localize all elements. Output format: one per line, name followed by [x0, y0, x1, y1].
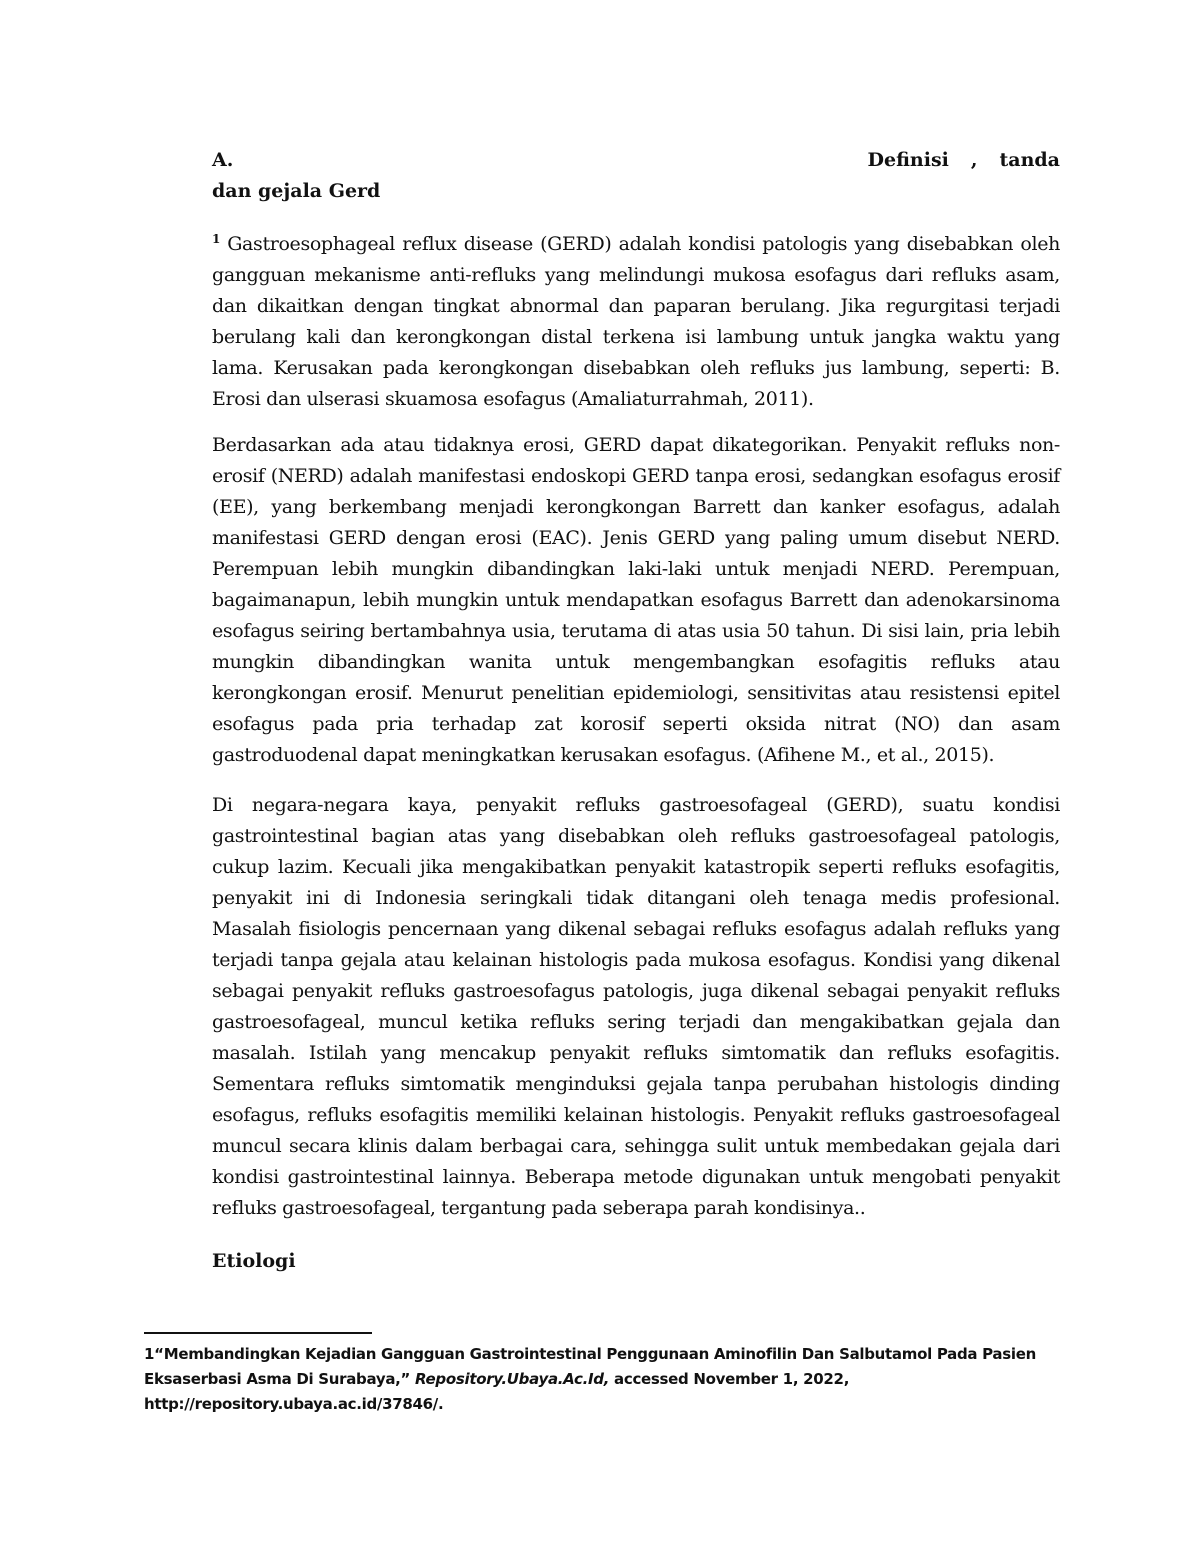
footnote-suffix[interactable]: accessed November 1, 2022, http://repository.ubaya.ac.id/37846/. [144, 1370, 850, 1413]
heading-word-tanda: tanda [999, 149, 1060, 171]
heading-word-definisi: Definisi [867, 149, 949, 171]
footnote [144, 1342, 1044, 1417]
footnote-separator [144, 1332, 372, 1334]
paragraph-2: Berdasarkan ada atau tidaknya erosi, GERD dapat dikategorikan. Penyakit refluks non-erosif (NERD) adalah manifestasi endoskopi GERD tanpa erosi, sedangkan esofagus erosif (EE), yang berkembang menjadi kerongkongan Barrett dan kanker esofagus, adalah manifestasi GERD dengan erosi (EAC). Jenis GERD yang paling umum disebut NERD. Perempuan lebih mungkin dibandingkan laki-laki untuk menjadi NERD. Perempuan, bagaimanapun, lebih mungkin untuk mendapatkan esofagus Barrett dan adenokarsinoma esofagus seiring bertambahnya usia, terutama di atas usia 50 tahun. Di sisi lain, pria lebih mungkin dibandingkan wanita untuk mengembangkan esofagitis refluks atau kerongkongan erosif. Menurut penelitian epidemiologi, sensitivitas atau resistensi epitel esofagus pada pria terhadap zat korosif seperti oksida nitrat (NO) dan asam gastroduodenal dapat meningkatkan kerusakan esofagus. (Afihene M., et al., 2015). [212, 434, 1060, 766]
footnote-prefix: 1“Membandingkan Kejadian Gangguan Gastrointestinal Penggunaan Aminofilin Dan Salbutamol Pada Pasien Eksaserbasi Asma Di Surabaya,” [144, 1345, 1036, 1388]
footnote-marker[interactable]: 1 [212, 232, 220, 246]
heading-right-group [868, 145, 1060, 176]
heading-comma: , [970, 149, 978, 171]
paragraph-1-text: Gastroesophageal reflux disease (GERD) adalah kondisi patologis yang disebabkan oleh gangguan mekanisme anti-refluks yang melindungi mukosa esofagus dari refluks asam, dan dikaitkan dengan tingkat abnormal dan paparan berulang. Jika regurgitasi terjadi berulang kali dan kerongkongan distal terkena isi lambung untuk jangka waktu yang lama. Kerusakan pada kerongkongan disebabkan oleh refluks jus lambung, seperti: B. Erosi dan ulserasi skuamosa esofagus (Amaliaturrahmah, 2011). [212, 233, 1060, 410]
section-heading-etiologi: Etiologi [212, 1250, 296, 1272]
heading-first-line [212, 145, 1060, 176]
heading-letter: A. [212, 149, 234, 171]
paragraph-1 [212, 224, 1060, 415]
heading-second-line: dan gejala Gerd [212, 180, 381, 202]
section-heading-definisi [212, 145, 1060, 207]
footnote-source: Repository.Ubaya.Ac.Id, [415, 1370, 610, 1388]
paragraph-3: Di negara-negara kaya, penyakit refluks gastroesofageal (GERD), suatu kondisi gastrointestinal bagian atas yang disebabkan oleh refluks gastroesofageal patologis, cukup lazim. Kecuali jika mengakibatkan penyakit katastropik seperti refluks esofagitis, penyakit ini di Indonesia seringkali tidak ditangani oleh tenaga medis profesional. Masalah fisiologis pencernaan yang dikenal sebagai refluks esofagus adalah refluks yang terjadi tanpa gejala atau kelainan histologis pada mukosa esofagus. Kondisi yang dikenal sebagai penyakit refluks gastroesofagus patologis, juga dikenal sebagai penyakit refluks gastroesofageal, muncul ketika refluks sering terjadi dan mengakibatkan gejala dan masalah. Istilah yang mencakup penyakit refluks simtomatik dan refluks esofagitis. Sementara refluks simtomatik menginduksi gejala tanpa perubahan histologis dinding esofagus, refluks esofagitis memiliki kelainan histologis. Penyakit refluks gastroesofageal muncul secara klinis dalam berbagai cara, sehingga sulit untuk membedakan gejala dari kondisi gastrointestinal lainnya. Beberapa metode digunakan untuk mengobati penyakit refluks gastroesofageal, tergantung pada seberapa parah kondisinya.. [212, 794, 1060, 1219]
